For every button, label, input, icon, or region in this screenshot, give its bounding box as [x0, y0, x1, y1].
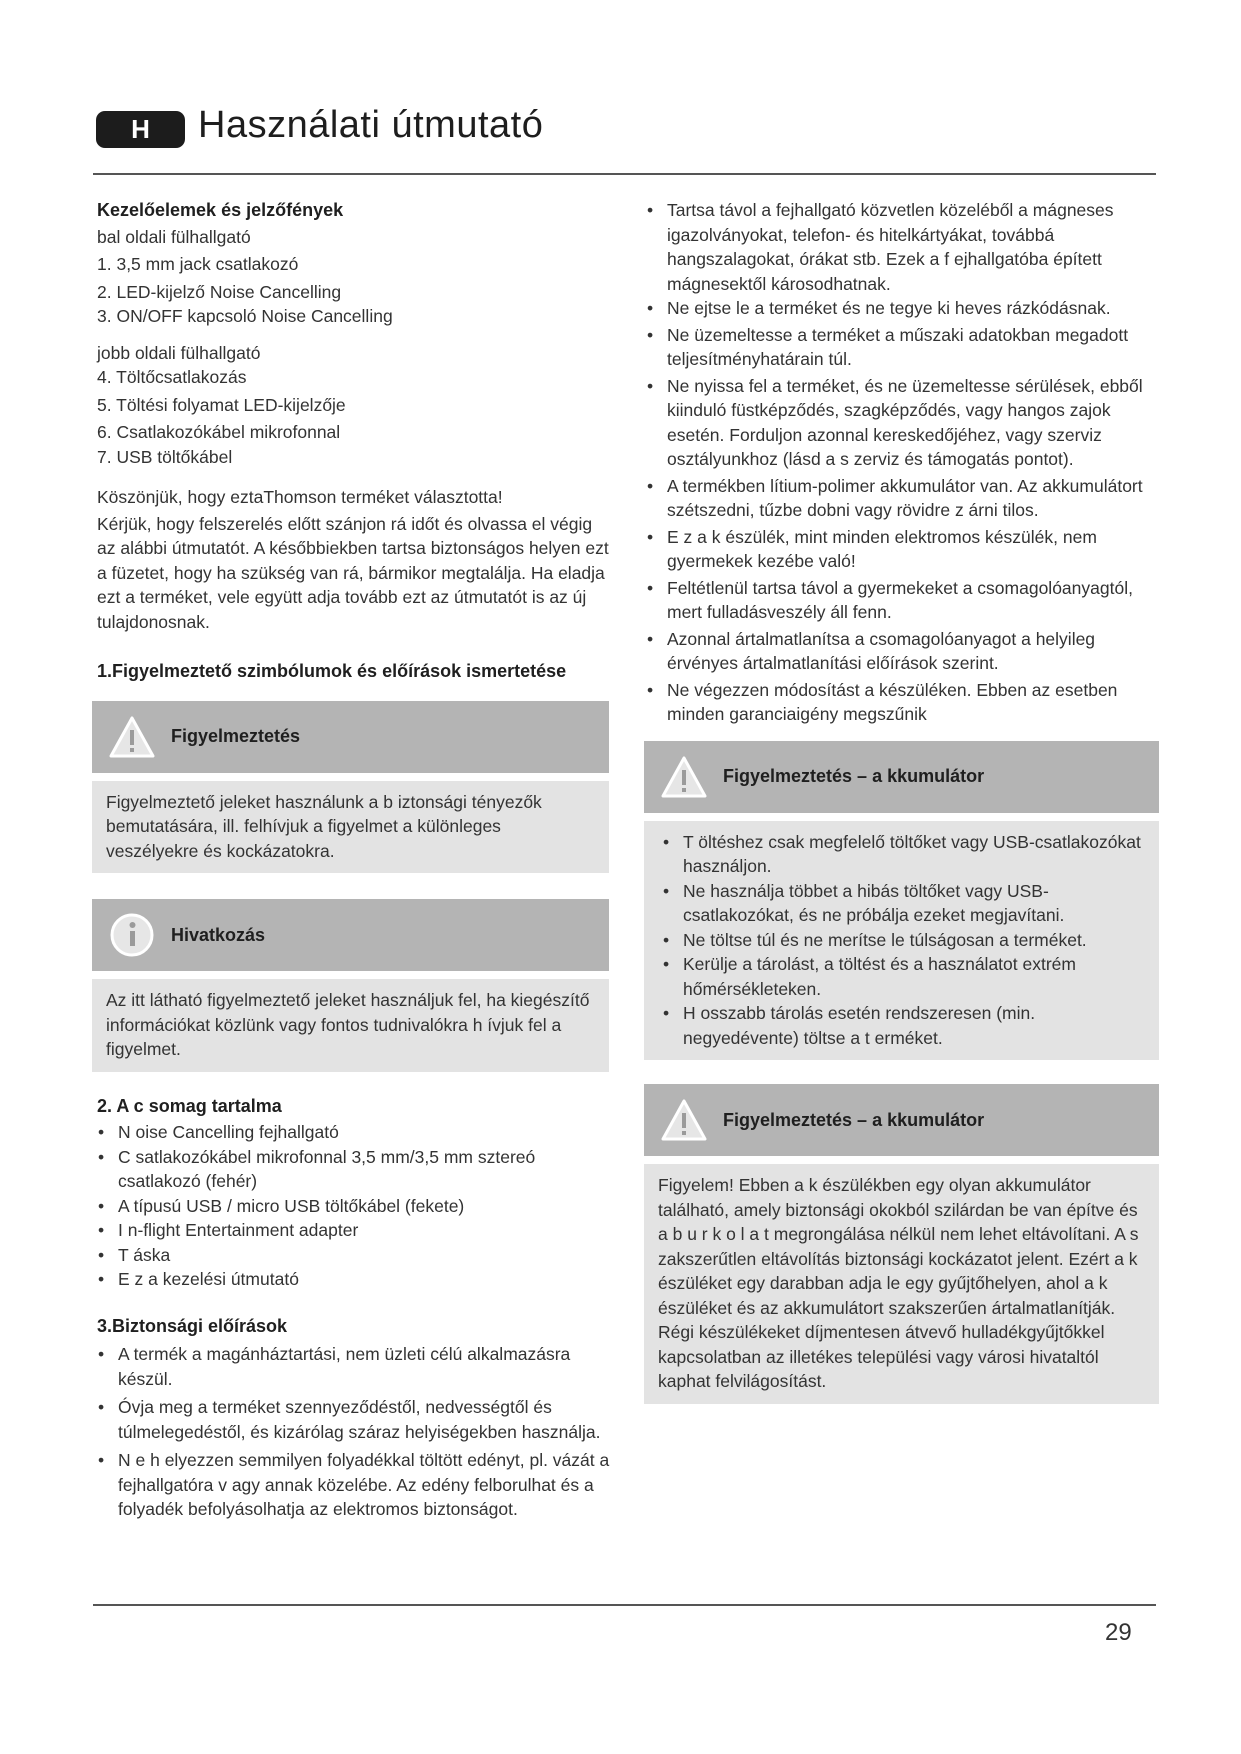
footer-rule	[93, 1604, 1156, 1606]
right-column	[646, 198, 1166, 1404]
left-column	[97, 198, 612, 1522]
package-list	[97, 1120, 612, 1292]
page-title: Használati útmutató	[198, 104, 544, 146]
warning-triangle-icon	[107, 712, 157, 762]
list-item: • Tartsa távol a fejhallgató közvetlen közeléből a mágneses igazolványokat, telefon- és hitelkártyákat, továbbá hangszalagokat, órákat stb. Ezek a f ejhallgatóba épített mágnesektől károsodhatnak.	[646, 198, 1166, 296]
intro-text: Kérjük, hogy felszerelés előtt szánjon rá időt és olvassa el végig az alábbi útmutatót. A későbbiekben tartsa biztonságos helyen ezt a füzetet, hogy ha szükség van rá, bármikor megtalálja. Ha eladja ezt a terméket, vele együtt adja tovább ezt az útmutatót is az új tulajdonosnak.	[97, 513, 609, 632]
list-item: • Ne nyissa fel a terméket, és ne üzemeltesse sérülések, ebből kiinduló füstképződés, szagképződés, vagy hangos zajok esetén. Forduljon azonnal kereskedőjéhez, vagy szerviz osztályunkhoz (lásd a s zerviz és támogatás pontot).	[646, 374, 1166, 472]
list-item: • Ne ejtse le a terméket és ne tegye ki heves rázkódásnak.	[646, 296, 1166, 321]
battery-warning-box-2-header	[644, 1084, 1159, 1156]
battery-warning-box-2	[644, 1084, 1159, 1404]
battery-warning-box-1-label: Figyelmeztetés – a kkumulátor	[723, 766, 985, 787]
right-ear-list	[97, 365, 612, 469]
battery-warning-box-2-text: Figyelem! Ebben a k észülékben egy olyan akkumulátor található, amely biztonsági okokból szilárdan be van építve és a b u r k o l a t megrongálása nélkül nem lehet eltávolítani. A s zakszerűtlen eltávolítás biztonsági kockázatot jelent. Ezért a k észüléket egy darabban adja le egy gyűjtőhelyen, ahol a k észüléket és az akkumulátort szakszerűen ártalmatlanítják. Régi készülékeket díjmentesen átvevő hulladékgyűjtőkkel kapcsolatban az illetékes települési vagy városi hivataltól kaphat felvilágosítást.	[644, 1164, 1159, 1404]
battery-warning-box-1	[644, 741, 1159, 1061]
warning-box-label: Figyelmeztetés	[171, 726, 301, 747]
list-item: 5. Töltési folyamat LED-kijelzője	[97, 394, 346, 415]
list-item: • A termék a magánháztartási, nem üzleti célú alkalmazásra készül.	[97, 1342, 612, 1391]
list-item: 4. Töltőcsatlakozás	[97, 367, 247, 387]
list-item: • Ne használja többet a hibás töltőket vagy USB-csatlakozókat, és ne próbálja ezeket megjavítani.	[662, 879, 1145, 928]
note-box	[92, 899, 609, 1072]
battery-warning-box-2-label: Figyelmeztetés – a kkumulátor	[723, 1109, 985, 1130]
info-icon	[107, 910, 157, 960]
section1-heading: 1.Figyelmeztető szimbólumok és előírások ismertetése	[97, 661, 567, 681]
note-box-label: Hivatkozás	[171, 924, 266, 945]
list-item: 6. Csatlakozókábel mikrofonnal	[97, 422, 341, 442]
page-number: 29	[1105, 1619, 1132, 1646]
list-item: • Kerülje a tárolást, a töltést és a használatot extrém hőmérsékleteken.	[662, 952, 1145, 1001]
warning-triangle-icon	[659, 1095, 709, 1145]
warning-triangle-icon	[659, 752, 709, 802]
note-box-text: Az itt látható figyelmeztető jeleket használjuk fel, ha kiegészítő információkat közlünk vagy fontos tudnivalókra h ívjuk fel a figyelmet.	[92, 979, 609, 1072]
list-item: • Feltétlenül tartsa távol a gyermekeket a csomagolóanyagtól, mert fulladásveszély áll fenn.	[646, 576, 1166, 625]
warning-box-header	[92, 701, 609, 773]
list-item: 2. LED-kijelző Noise Cancelling	[97, 281, 342, 302]
section3-heading: 3.Biztonsági előírások	[97, 1315, 288, 1336]
section2-heading: 2. A c somag tartalma	[97, 1095, 282, 1116]
list-item: • N e h elyezzen semmilyen folyadékkal töltött edényt, pl. vázát a fejhallgatóra v agy annak közelébe. Az edény felborulhat és a folyadék befolyásolhatja az elektromos biztonságot.	[97, 1448, 612, 1522]
list-item: 7. USB töltőkábel	[97, 446, 233, 467]
list-item: • C satlakozókábel mikrofonnal 3,5 mm/3,5 mm sztereó csatlakozó (fehér)	[97, 1145, 612, 1194]
list-item: • Ne végezzen módosítást a készüléken. Ebben az esetben minden garanciaigény megszűnik	[646, 678, 1166, 727]
list-item: • H osszabb tárolás esetén rendszeresen (min. negyedévente) töltse a t erméket.	[662, 1001, 1145, 1050]
left-ear-label: bal oldali fülhallgató	[97, 226, 251, 247]
list-item: • Óvja meg a terméket szennyeződéstől, nedvességtől és túlmelegedéstől, és kizárólag száraz helyiségekben használja.	[97, 1395, 612, 1444]
list-item: • T áska	[97, 1243, 612, 1268]
battery-warning-box-1-body	[644, 821, 1159, 1061]
list-item: • N oise Cancelling fejhallgató	[97, 1120, 612, 1145]
list-item: • E z a k észülék, mint minden elektromos készülék, nem gyermekek kezébe való!	[646, 525, 1166, 574]
battery-list	[662, 830, 1145, 1051]
list-item: • Ne üzemeltesse a terméket a műszaki adatokban megadott teljesítményhatárain túl.	[646, 323, 1166, 372]
safety-list-right	[646, 198, 1166, 727]
safety-list-left	[97, 1342, 612, 1522]
list-item: 1. 3,5 mm jack csatlakozó	[97, 254, 299, 274]
list-item: • A típusú USB / micro USB töltőkábel (fekete)	[97, 1194, 612, 1219]
battery-warning-box-1-header	[644, 741, 1159, 813]
language-badge: H	[96, 111, 185, 148]
list-item: • E z a kezelési útmutató	[97, 1267, 612, 1292]
warning-box	[92, 701, 609, 874]
warning-box-text: Figyelmeztető jeleket használunk a b iztonsági tényezők bemutatására, ill. felhívjuk a figyelmet a különleges veszélyekre és kockázatokra.	[92, 781, 609, 874]
header-rule	[93, 173, 1156, 175]
controls-heading: Kezelőelemek és jelzőfények	[97, 200, 344, 220]
list-item: • T öltéshez csak megfelelő töltőket vagy USB-csatlakozókat használjon.	[662, 830, 1145, 879]
left-ear-list	[97, 252, 612, 329]
list-item: • Ne töltse túl és ne merítse le túlságosan a terméket.	[662, 928, 1145, 953]
list-item: 3. ON/OFF kapcsoló Noise Cancelling	[97, 306, 393, 326]
note-box-header	[92, 899, 609, 971]
right-ear-label: jobb oldali fülhallgató	[97, 342, 261, 363]
list-item: • I n-flight Entertainment adapter	[97, 1218, 612, 1243]
thanks-text: Köszönjük, hogy eztaThomson terméket választotta!	[97, 487, 503, 507]
list-item: • Azonnal ártalmatlanítsa a csomagolóanyagot a helyileg érvényes ártalmatlanítási előírások szerint.	[646, 627, 1166, 676]
list-item: • A termékben lítium-polimer akkumulátor van. Az akkumulátort szétszedni, tűzbe dobni vagy rövidre z árni tilos.	[646, 474, 1166, 523]
